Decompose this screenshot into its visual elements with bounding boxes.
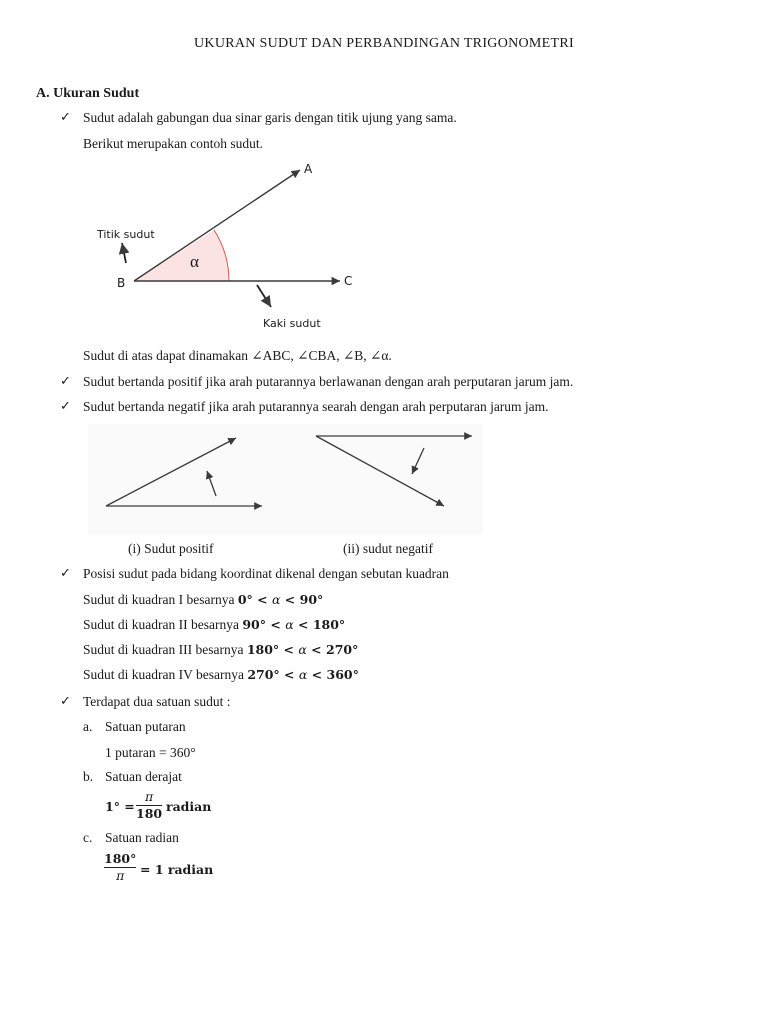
- unit-c-denominator: π: [116, 868, 125, 883]
- unit-b-rhs: radian: [166, 799, 212, 814]
- unit-c-label: Satuan radian: [105, 830, 179, 845]
- positive-text: Sudut bertanda positif jika arah putarannya berlawanan dengan arah perputaran jarum jam.: [83, 374, 574, 389]
- section-heading: A. Ukuran Sudut: [36, 86, 140, 101]
- definition-text: Sudut adalah gabungan dua sinar garis dengan titik ujung yang sama.: [83, 110, 457, 125]
- page-title: UKURAN SUDUT DAN PERBANDINGAN TRIGONOMETRI: [194, 36, 574, 51]
- check-icon: ✓: [60, 566, 71, 581]
- unit-b-label: Satuan derajat: [105, 769, 182, 784]
- unit-a-formula: 1 putaran = 360°: [105, 745, 196, 760]
- example-intro-text: Berikut merupakan contoh sudut.: [83, 136, 263, 151]
- leg-pointer: [257, 285, 271, 307]
- label-b: B: [117, 276, 126, 290]
- unit-c-numerator: 180°: [104, 851, 137, 866]
- quadrant-line-1: Sudut di kuadran I besarnya 0° < α < 90°: [83, 592, 324, 607]
- check-icon: ✓: [60, 110, 71, 125]
- vertex-label: Titik sudut: [97, 228, 155, 241]
- quadrant-line-2: Sudut di kuadran II besarnya 90° < α < 180°: [83, 617, 346, 632]
- unit-b-numerator: π: [144, 789, 154, 804]
- unit-b-lhs: 1° =: [105, 799, 135, 814]
- quadrant-line-3: Sudut di kuadran III besarnya 180° < α < 270°: [83, 642, 359, 657]
- quadrant-intro-text: Posisi sudut pada bidang koordinat dikenal dengan sebutan kuadran: [83, 566, 449, 581]
- unit-c-rhs: = 1 radian: [140, 862, 214, 877]
- angle-diagram: [90, 155, 370, 335]
- alpha-label: α: [190, 252, 199, 271]
- unit-c-fraction: [104, 852, 136, 883]
- units-intro-text: Terdapat dua satuan sudut :: [83, 694, 231, 709]
- unit-b-marker: b.: [83, 769, 94, 784]
- unit-a-label: Satuan putaran: [105, 719, 186, 734]
- unit-b-denominator: 180: [136, 806, 163, 821]
- unit-a-marker: a.: [83, 719, 93, 734]
- check-icon: ✓: [60, 694, 71, 709]
- label-c: C: [344, 274, 353, 288]
- caption-positive: (i) Sudut positif: [128, 541, 214, 556]
- diagram-background: [88, 424, 483, 534]
- check-icon: ✓: [60, 374, 71, 389]
- naming-text: Sudut di atas dapat dinamakan ∠ABC, ∠CBA, ∠B, ∠α.: [83, 348, 392, 363]
- vertex-pointer: [122, 243, 126, 263]
- caption-negative: (ii) sudut negatif: [343, 541, 433, 556]
- negative-text: Sudut bertanda negatif jika arah putarannya searah dengan arah perputaran jarum jam.: [83, 399, 549, 414]
- check-icon: ✓: [60, 399, 71, 414]
- sign-diagram: [88, 424, 483, 534]
- label-a: A: [304, 162, 313, 176]
- unit-b-fraction: [136, 790, 162, 821]
- leg-label: Kaki sudut: [263, 317, 321, 330]
- quadrant-line-4: Sudut di kuadran IV besarnya 270° < α < 360°: [83, 667, 359, 682]
- unit-c-marker: c.: [83, 830, 93, 845]
